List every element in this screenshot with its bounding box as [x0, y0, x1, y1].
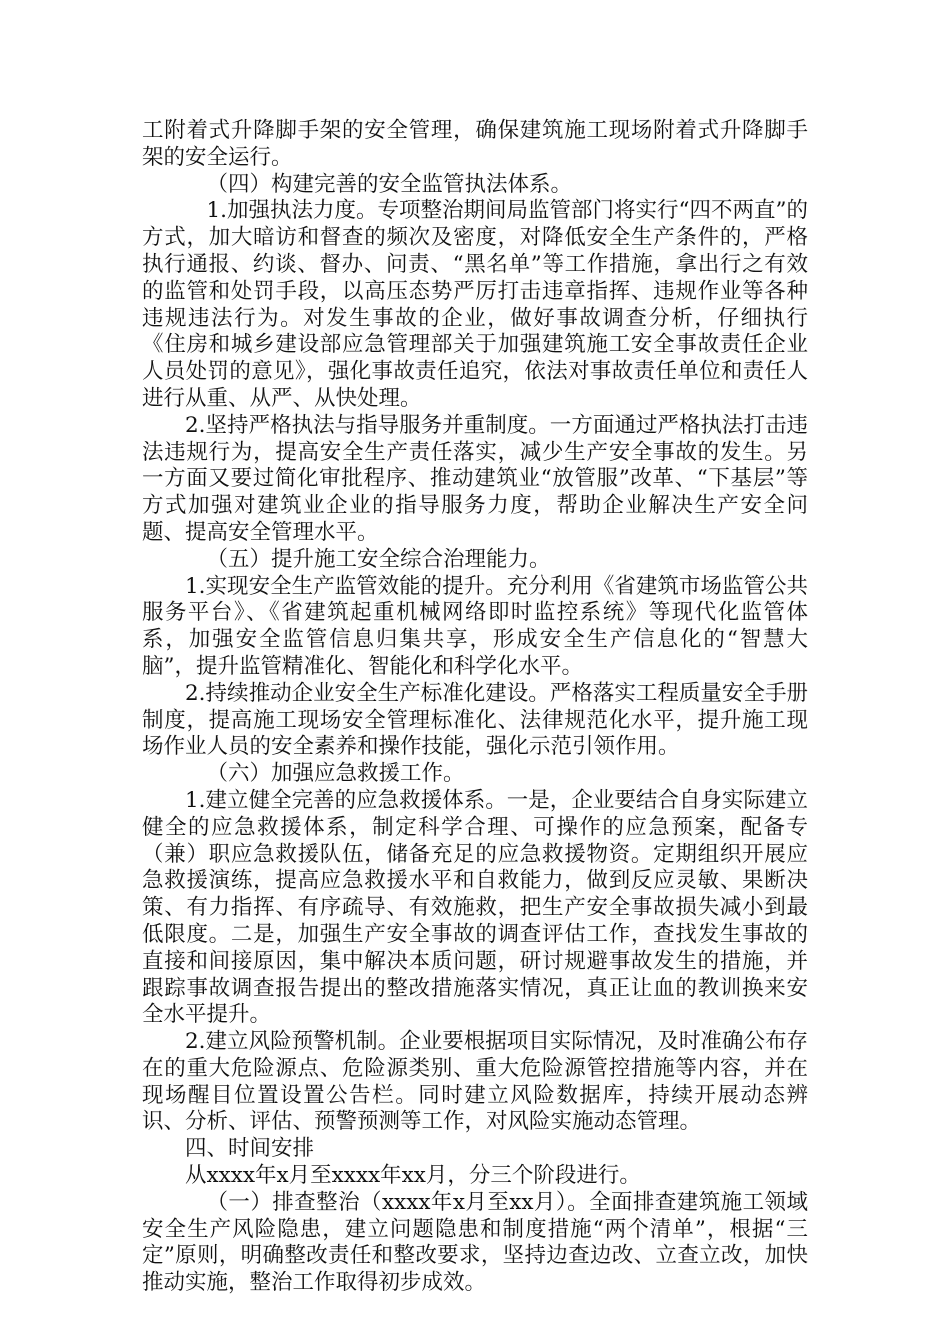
paragraph-supervision-efficiency: 1.实现安全生产监管效能的提升。充分利用《省建筑市场监管公共服务平台》、《省建筑起重机械网络即时监控系统》等现代化监管体系，加强安全监管信息归集共享，形成安全生产信息化的“智慧大脑”，提升监管精准化、智能化和科学化水平。 — [142, 573, 808, 679]
paragraph-strict-enforcement: 2.坚持严格执法与指导服务并重制度。一方面通过严格执法打击违法违规行为，提高安全生产责任落实，减少生产安全事故的发生。另一方面又要过简化审批程序、推动建筑业“放管服”改革、“下基层”等方式加强对建筑业企业的指导服务力度，帮助企业解决生产安全问题、提高安全管理水平。 — [142, 412, 808, 545]
paragraph-standardization: 2.持续推动企业安全生产标准化建设。严格落实工程质量安全手册制度，提高施工现场安全管理标准化、法律规范化水平，提升施工现场作业人员的安全素养和操作技能，强化示范引领作用。 — [142, 680, 808, 760]
section-heading-6: （六）加强应急救援工作。 — [206, 761, 465, 787]
paragraph-enforcement: 1.加强执法力度。专项整治期间局监管部门将实行“四不两直”的方式，加大暗访和督查的频次及密度，对降低安全生产条件的，严格执行通报、约谈、督办、问责、“黑名单”等工作措施，拿出行之有效的监管和处罚手段，以高压态势严厉打击违章指挥、违规作业等各种违规违法行为。对发生事故的企业，做好事故调查分析，仔细执行《住房和城乡建设部应急管理部关于加强建筑施工安全事故责任企业人员处罚的意见》，强化事故责任追究，依法对事故责任单位和责任人进行从重、从严、从快处理。 — [142, 198, 808, 411]
paragraph-phase-1: （一）排查整治（xxxx年x月至xx月）。全面排查建筑施工领域安全生产风险隐患，建立问题隐患和制度措施“两个清单”，根据“三定”原则，明确整改责任和整改要求，坚持边查边改、立查立改，加快推动实施，整治工作取得初步成效。 — [142, 1189, 808, 1296]
section-heading-4: （四）构建完善的安全监管执法体系。 — [206, 171, 573, 197]
section-heading-5: （五）提升施工安全综合治理能力。 — [206, 546, 551, 572]
section-title-schedule: 四、时间安排 — [185, 1136, 315, 1162]
paragraph-emergency-system: 1.建立健全完善的应急救援体系。一是，企业要结合自身实际建立健全的应急救援体系，制定科学合理、可操作的应急预案，配备专（兼）职应急救援队伍，储备充足的应急救援物资。定期组织开展应急救援演练，提高应急救援水平和自救能力，做到反应灵敏、果断决策、有力指挥、有序疏导、有效施救，把生产安全事故损失减小到最低限度。二是，加强生产安全事故的调查评估工作，查找发生事故的直接和间接原因，集中解决本质问题，研讨规避事故发生的措施，并跟踪事故调查报告提出的整改措施落实情况，真正让血的教训换来安全水平提升。 — [142, 787, 808, 1028]
document-page — [142, 118, 808, 1297]
paragraph-1: 工附着式升降脚手架的安全管理，确保建筑施工现场附着式升降脚手架的安全运行。 — [142, 118, 808, 170]
paragraph-schedule-overview: 从xxxx年x月至xxxx年xx月，分三个阶段进行。 — [185, 1163, 641, 1189]
paragraph-risk-warning: 2.建立风险预警机制。企业要根据项目实际情况，及时准确公布存在的重大危险源点、危险源类别、重大危险源管控措施等内容，并在现场醒目位置设置公告栏。同时建立风险数据库，持续开展动态辨识、分析、评估、预警预测等工作，对风险实施动态管理。 — [142, 1029, 808, 1135]
